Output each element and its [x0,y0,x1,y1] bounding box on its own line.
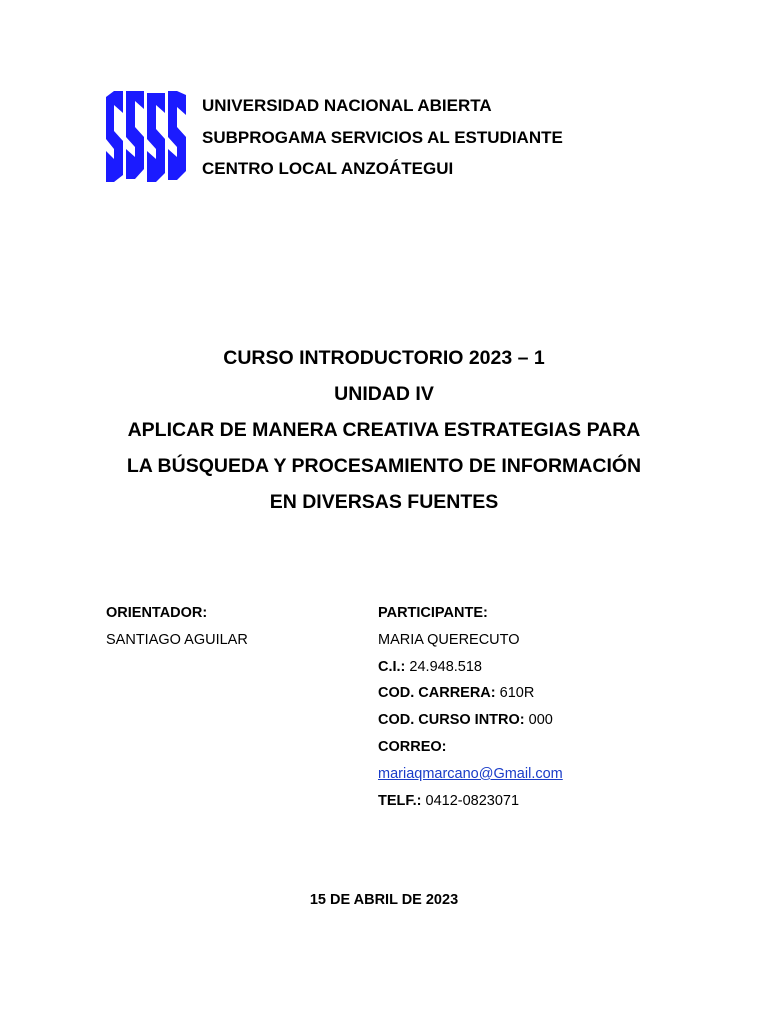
email-link[interactable]: mariaqmarcano@Gmail.com [378,765,563,782]
carrera-value: 610R [495,685,535,702]
title-line-unit: UNIDAD IV [334,383,434,405]
orientador-label: ORIENTADOR: [106,605,208,621]
ci-row [378,654,563,681]
carrera-row [378,680,563,707]
document-date: 15 DE ABRIL DE 2023 [309,892,459,908]
institution-header [202,90,563,185]
university-logo-icon [106,91,190,182]
participante-label: PARTICIPANTE: [378,605,488,621]
telf-row [378,788,563,815]
title-line-topic-3: EN DIVERSAS FUENTES [269,491,499,513]
telf-value: 0412-0823071 [421,792,520,809]
orientador-name: SANTIAGO AGUILAR [106,631,248,648]
header-university: UNIVERSIDAD NACIONAL ABIERTA [202,96,492,115]
correo-label: CORREO: [378,738,447,755]
ci-value: 24.948.518 [405,658,482,675]
orientador-block [106,600,248,654]
curso-label: COD. CURSO INTRO: [378,712,525,729]
ci-label: C.I.: [378,658,406,675]
curso-value: 000 [524,712,553,729]
participante-name: MARIA QUERECUTO [378,631,520,648]
participante-block [378,600,563,814]
header-subprogram: SUBPROGAMA SERVICIOS AL ESTUDIANTE [202,127,563,147]
document-title [0,340,768,520]
telf-label: TELF.: [378,792,422,809]
curso-row [378,707,563,734]
title-line-course: CURSO INTRODUCTORIO 2023 – 1 [223,347,545,369]
title-line-topic-2: LA BÚSQUEDA Y PROCESAMIENTO DE INFORMACIÓN [126,455,642,477]
carrera-label: COD. CARRERA: [378,685,496,702]
title-line-topic-1: APLICAR DE MANERA CREATIVA ESTRATEGIAS PARA [127,419,641,441]
correo-row [378,761,563,788]
header-local-center: CENTRO LOCAL ANZOÁTEGUI [202,159,454,178]
